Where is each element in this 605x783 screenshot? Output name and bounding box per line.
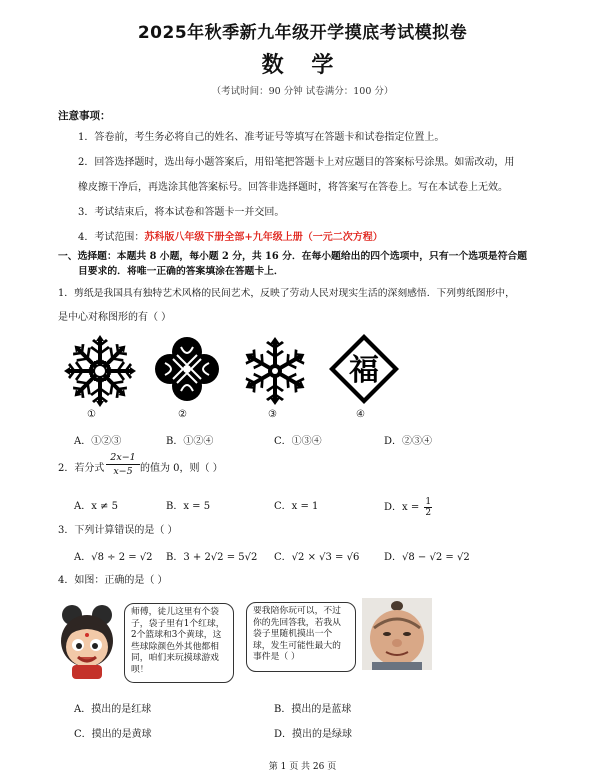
q2-option-d-label: D．x =: [384, 502, 420, 513]
q4-option-c[interactable]: C．摸出的是黄球: [74, 729, 152, 740]
q2-stem-suffix: 的值为 0，则（ ）: [140, 463, 223, 474]
notice-item-2-line2: 橡皮擦干净后，再选涂其他答案标号。回答非选择题时，将答案写在答卷上。写在本试卷上无效。: [78, 182, 508, 193]
q2-denominator: x−5: [113, 466, 133, 477]
notice-item-4-prefix: 4．考试范围：: [78, 232, 145, 243]
q2-option-d-num: 1: [425, 497, 432, 507]
notice-item-1: 1．答卷前，考生务必将自己的姓名、准考证号等填写在答题卡和试卷指定位置上。: [78, 132, 445, 143]
notice-item-4: [78, 231, 383, 245]
q2-option-d-fraction: [424, 497, 432, 518]
section1-line1: 一、选择题：本题共 8 小题，每小题 2 分，共 16 分．在每小题给出的四个选项中，只有一个选项是符合题: [58, 251, 527, 262]
speech-bubble-left: 师傅，徒儿这里有个袋子，袋子里有1个红球，2个篮球和3个黄球，这些球除颜色外其他都相同，咱们来玩摸球游戏呗！: [124, 603, 234, 683]
fu-character: 福: [349, 353, 379, 388]
q3-option-b[interactable]: B．3 + 2√2 = 5√2: [166, 552, 258, 563]
subject-title: 数 学: [261, 53, 344, 78]
papercut-snowflake-1: [62, 333, 138, 409]
exam-title: 2025年秋季新九年级开学摸底考试模拟卷: [137, 23, 468, 43]
notice-item-2-line1: 2．回答选择题时，选出每小题答案后，用铅笔把答题卡上对应题目的答案标号涂黑。如需改动，用: [78, 157, 515, 168]
papercut-fu-diamond-4: [327, 332, 401, 406]
q3-option-c[interactable]: C．√2 × √3 = √6: [274, 552, 360, 563]
notice-item-3: 3．考试结束后，将本试卷和答题卡一并交回。: [78, 207, 285, 218]
q3-option-d[interactable]: D．√8 − √2 = √2: [384, 552, 470, 563]
q1-stem-line1: 1．剪纸是我国具有独特艺术风格的民间艺术，反映了劳动人民对现实生活的深刻感悟．下列剪纸图形中，: [58, 288, 515, 299]
speech-bubble-right: 要我陪你玩可以，不过你的先回答我，若我从袋子里随机摸出一个球，发生可能性最大的事件是（ ）: [246, 602, 356, 672]
exam-scope: 苏科版八年级下册全部+九年级上册（一元二次方程）: [144, 232, 383, 243]
q4-option-b[interactable]: B．摸出的是蓝球: [274, 704, 352, 715]
q1-label-4: ④: [356, 409, 365, 420]
q2-stem-prefix: 2．若分式: [58, 463, 105, 474]
exam-info: （考试时间：90 分钟 试卷满分：100 分）: [211, 86, 394, 97]
section1-line2: 目要求的．将唯一正确的答案填涂在答题卡上．: [78, 266, 284, 277]
q4-stem: 4．如图：正确的是（ ）: [58, 575, 168, 586]
q2-option-c[interactable]: C．x = 1: [274, 501, 319, 512]
notice-heading: 注意事项：: [58, 110, 111, 122]
q2-fraction: [106, 452, 140, 477]
q2-option-d-den: 2: [425, 508, 432, 518]
papercut-flower-2: [152, 334, 222, 404]
q2-numerator: 2x−1: [106, 452, 140, 465]
q1-stem-line2: 是中心对称图形的有（ ）: [58, 312, 172, 323]
q1-option-d[interactable]: D．②③④: [384, 436, 433, 447]
q3-stem: 3．下列计算错误的是（ ）: [58, 525, 178, 536]
q2-option-d[interactable]: [384, 497, 432, 518]
q4-option-a[interactable]: A．摸出的是红球: [74, 704, 152, 715]
q1-option-b[interactable]: B．①②④: [166, 436, 214, 447]
q1-label-2: ②: [178, 409, 187, 420]
q1-option-c[interactable]: C．①③④: [274, 436, 322, 447]
q1-label-1: ①: [87, 409, 96, 420]
q3-option-a[interactable]: A．√8 ÷ 2 = √2: [74, 552, 153, 563]
page-number: 第 1 页 共 26 页: [268, 762, 337, 772]
nezha-character-image: [54, 603, 120, 679]
q1-option-a[interactable]: A．①②③: [74, 436, 122, 447]
papercut-snowflake-3: [240, 336, 310, 406]
q1-label-3: ③: [268, 409, 277, 420]
q2-option-a[interactable]: A．x ≠ 5: [74, 501, 118, 512]
taiyi-character-image: [362, 598, 432, 670]
q2-option-b[interactable]: B．x = 5: [166, 501, 211, 512]
q4-option-d[interactable]: D．摸出的是绿球: [274, 729, 353, 740]
